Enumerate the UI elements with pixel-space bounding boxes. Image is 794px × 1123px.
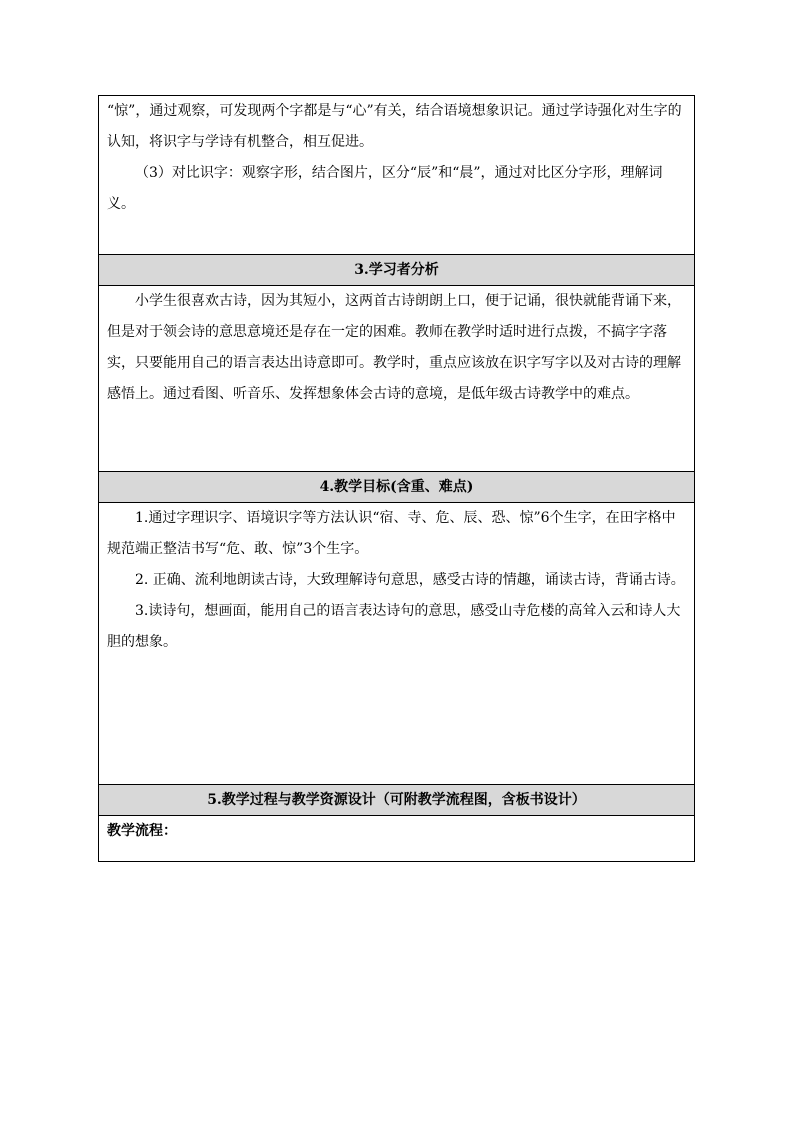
section4-paragraph: 3.读诗句，想画面，能用自己的语言表达诗句的意思，感受山寺危楼的高耸入云和诗人大胆的想象。	[107, 603, 681, 650]
section2-paragraph: “惊”，通过观察，可发现两个字都是与“心”有关，结合语境想象识记。通过学诗强化对生字的认知，将识字与学诗有机整合，相互促进。	[107, 103, 682, 150]
lesson-plan-table	[98, 95, 695, 862]
section5-title: 5.教学过程与教学资源设计（可附教学流程图，含板书设计）	[99, 785, 695, 816]
section4-header-row	[99, 472, 695, 503]
section4-title: 4.教学目标(含重、难点)	[99, 472, 695, 503]
section3-paragraph: 小学生很喜欢古诗，因为其短小，这两首古诗朗朗上口，便于记诵，很快就能背诵下来，但是对于领会诗的意思意境还是存在一定的困难。教师在教学时适时进行点拨，不搞字字落实，只要能用自己的语言表达出诗意即可。教学时，重点应该放在识字写字以及对古诗的理解感悟上。通过看图、听音乐、发挥想象体会古诗的意境，是低年级古诗教学中的难点。	[107, 293, 681, 402]
section3-body-cell	[99, 286, 695, 472]
section4-body-cell	[99, 503, 695, 785]
section2-paragraph: （3）对比识字：观察字形，结合图片，区分“辰”和“晨”，通过对比区分字形，理解词义。	[107, 165, 663, 212]
section5-body-row	[99, 816, 695, 862]
section3-body-row	[99, 286, 695, 472]
section4-paragraph: 1.通过字理识字、语境识字等方法认识“宿、寺、危、辰、恐、惊”6个生字，在田字格中规范端正整洁书写“危、敢、惊”3个生字。	[107, 510, 676, 557]
section4-paragraph: 2. 正确、流利地朗读古诗，大致理解诗句意思，感受古诗的情趣，诵读古诗，背诵古诗。	[135, 572, 685, 588]
section5-header-row	[99, 785, 695, 816]
section3-header-row	[99, 255, 695, 286]
section3-title: 3.学习者分析	[99, 255, 695, 286]
teaching-flow-label: 教学流程：	[107, 823, 177, 839]
section5-body-cell	[99, 816, 695, 862]
section4-body-row	[99, 503, 695, 785]
section2-continued-cell	[99, 96, 695, 255]
section2-continued-row	[99, 96, 695, 255]
